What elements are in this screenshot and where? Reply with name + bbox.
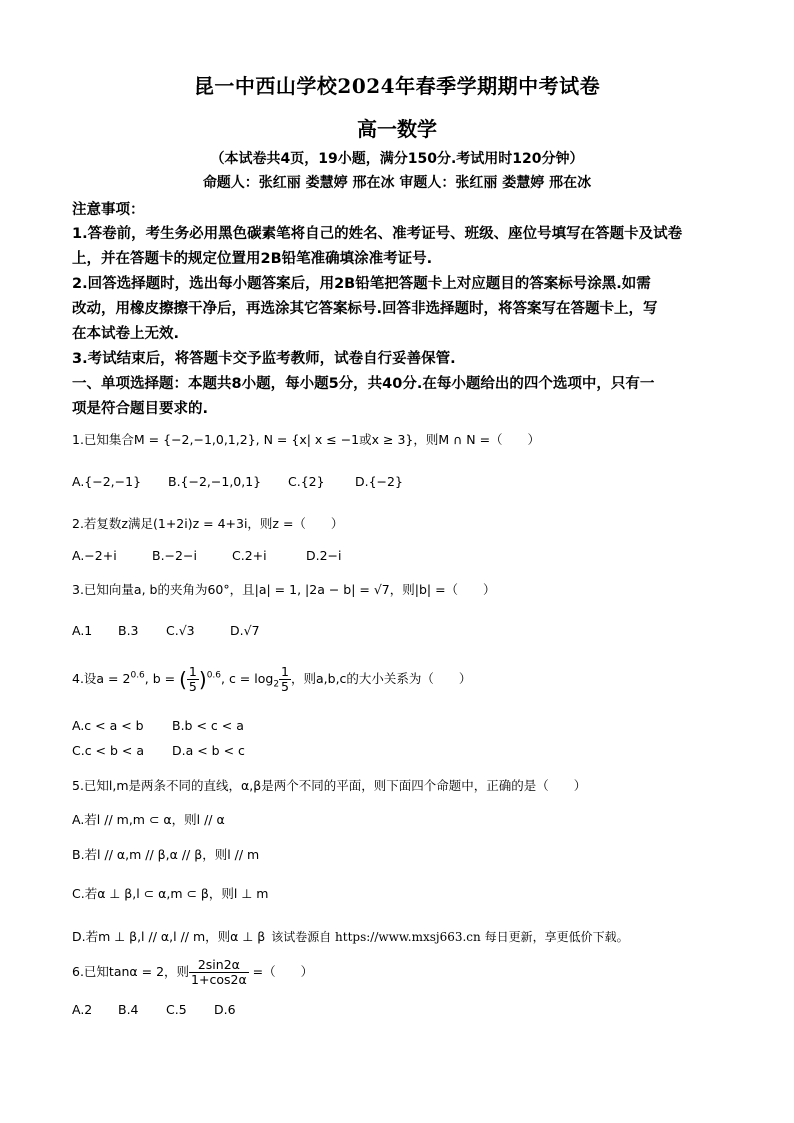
question-5-option-d (72, 927, 629, 945)
q4-log-base: 2 (273, 679, 280, 690)
question-4-option-a: A.c < a < b (72, 718, 144, 733)
note-2-line-3: 在本试卷上无效. (72, 326, 180, 342)
question-4-option-b: B.b < c < a (172, 718, 244, 733)
question-4-option-c: C.c < b < a (72, 743, 145, 758)
note-2-line-1: 2.回答选择题时，选出每小题答案后，用2B铅笔把答题卡上对应题目的答案标号涂黑.如需 (72, 276, 651, 292)
question-5-option-c: C.若α ⊥ β,l ⊂ α,m ⊂ β，则l ⊥ m (72, 886, 269, 901)
question-3-option-c: C.√3 (166, 623, 195, 638)
q4-fraction-1: $\frac{1}{5}$ (188, 664, 197, 694)
q4-mid-1: , b = (144, 670, 180, 686)
question-4-stem: 4.设$a = 2^{0.6}$, b = ( $\frac{1}{5}$ )$^{0.6}$, $c = \log_2$ $\frac{1}{5}$ ，则a,b,c的大小关系为（ ） (72, 664, 472, 694)
question-1-option-c: C.{2} (288, 474, 325, 489)
question-6-stem (72, 958, 313, 987)
question-1-option-d: D.{−2} (355, 474, 403, 489)
q4-fraction-2: $\frac{1}{5}$ (281, 664, 289, 694)
question-1-option-a: A.{−2,−1} (72, 474, 142, 489)
section-1-line-1: 一、单项选择题：本题共8小题，每小题5分，共40分.在每小题给出的四个选项中，只有一 (72, 376, 655, 392)
source-watermark: 该试卷源自 https://www.mxsj663.cn 每日更新，享更低价下载。 (271, 930, 629, 944)
q6-stem-pre: 6.已知tanα = 2，则 (72, 963, 190, 979)
question-5-stem: 5.已知l,m是两条不同的直线，α,β是两个不同的平面，则下面四个命题中，正确的是（ ） (72, 778, 587, 793)
question-3-option-a: A.1 (72, 623, 93, 638)
question-4-option-d: D.a < b < c (172, 743, 245, 758)
section-1-line-2: 项是符合题目要求的. (72, 401, 209, 417)
q4-exp-1: 0.6 (130, 670, 145, 681)
exam-subject: 高一数学 (357, 117, 437, 141)
question-1-option-b: B.{−2,−1,0,1} (168, 474, 262, 489)
question-6-option-b: B.4 (118, 1002, 139, 1017)
note-2-line-2: 改动，用橡皮擦擦干净后，再选涂其它答案标号.回答非选择题时，将答案写在答题卡上，写 (72, 301, 658, 317)
note-1-line-2: 上，并在答题卡的规定位置用2B铅笔准确填涂准考证号. (72, 251, 433, 267)
question-6-option-a: A.2 (72, 1002, 93, 1017)
question-2-option-b: B.−2−i (152, 548, 197, 563)
question-2-stem: 2.若复数z满足(1+2i)z = 4+3i，则z =（ ） (72, 516, 344, 531)
question-6-option-c: C.5 (166, 1002, 187, 1017)
q4-stem-pre: 4.设a = 2 (72, 670, 131, 686)
question-5-option-b: B.若l // α,m // β,α // β，则l // m (72, 847, 260, 862)
question-3-stem: 3.已知向量a, b的夹角为60°，且|a| = 1, |2a − b| = √7，则|b| =（ ） (72, 582, 496, 597)
exam-info: （本试卷共4页，19小题，满分150分.考试用时120分钟） (210, 151, 584, 167)
q4-mid-2: , c = log (221, 670, 274, 686)
question-5-option-a: A.若l // m,m ⊂ α，则l // α (72, 812, 225, 827)
q5-option-d-text: D.若m ⊥ β,l // α,l // m，则α ⊥ β (72, 929, 266, 944)
question-2-option-d: D.2−i (306, 548, 342, 563)
note-3: 3.考试结束后，将答题卡交予监考教师，试卷自行妥善保管. (72, 351, 456, 367)
question-1-stem: 1.已知集合M = {−2,−1,0,1,2}, N = {x| x ≤ −1或x ≥ 3}，则M ∩ N =（ ） (72, 432, 541, 447)
question-3-option-b: B.3 (118, 623, 139, 638)
question-6-option-d: D.6 (214, 1002, 236, 1017)
exam-authors: 命题人：张红丽 娄慧婷 邢在冰 审题人：张红丽 娄慧婷 邢在冰 (202, 175, 592, 191)
question-2-option-a: A.−2+i (72, 548, 117, 563)
note-1-line-1: 1.答卷前，考生务必用黑色碳素笔将自己的姓名、准考证号、班级、座位号填写在答题卡及试卷 (72, 226, 683, 242)
q6-stem-post: =（ ） (248, 963, 314, 979)
question-3-option-d: D.√7 (230, 623, 260, 638)
exam-title: 昆一中西山学校2024年春季学期期中考试卷 (193, 74, 601, 98)
q6-fraction: $\frac{2\sin 2\alpha}{1+\cos 2\alpha}$ (191, 957, 247, 987)
q4-stem-post: ，则a,b,c的大小关系为（ ） (291, 670, 472, 686)
q4-exp-2: 0.6 (206, 670, 222, 681)
question-2-option-c: C.2+i (232, 548, 267, 563)
notes-heading: 注意事项： (72, 202, 145, 218)
